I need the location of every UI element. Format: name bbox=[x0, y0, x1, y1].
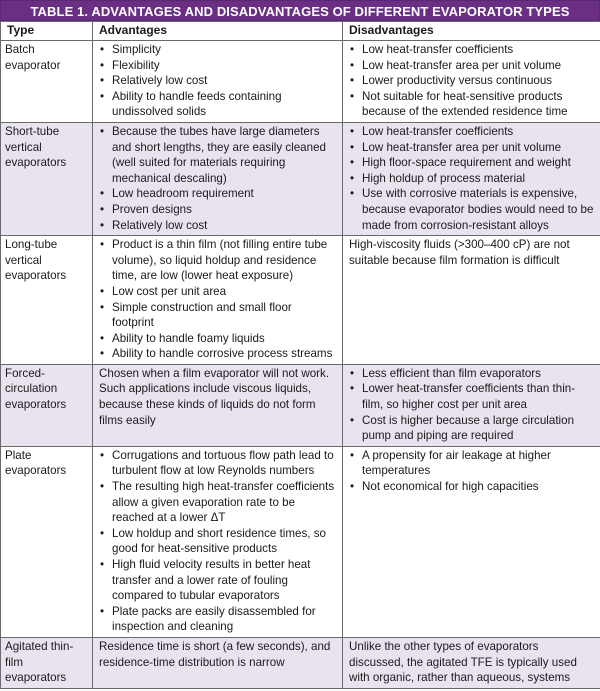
disadvantages-cell bbox=[343, 446, 600, 637]
table-row bbox=[1, 41, 600, 123]
list-item: • Low heat-transfer coefficients bbox=[349, 124, 594, 140]
list-item: • Simple construction and small floor footprint bbox=[99, 300, 336, 331]
list-item: • High holdup of process material bbox=[349, 171, 594, 187]
advantages-cell bbox=[93, 637, 343, 688]
list-item: • Cost is higher because a large circulation pump and piping are required bbox=[349, 413, 594, 444]
advantages-cell bbox=[93, 236, 343, 365]
advantages-cell bbox=[93, 122, 343, 235]
evaporator-table bbox=[0, 21, 600, 689]
type-cell: Agitated thin-film evaporators bbox=[1, 637, 93, 688]
disadvantages-cell-text: High-viscosity fluids (>300–400 cP) are not suitable because film formation is difficult bbox=[349, 238, 570, 267]
list-item: • Ability to handle foamy liquids bbox=[99, 331, 336, 347]
list-item: • Simplicity bbox=[99, 42, 336, 58]
list-item: • Lower productivity versus continuous bbox=[349, 73, 594, 89]
list-item: • Lower heat-transfer coefficients than thin-film, so higher cost per unit area bbox=[349, 381, 594, 412]
advantages-cell-list bbox=[99, 42, 336, 120]
table-row bbox=[1, 637, 600, 688]
table-row bbox=[1, 446, 600, 637]
list-item: • Low heat-transfer area per unit volume bbox=[349, 58, 594, 74]
list-item: • Corrugations and tortuous flow path lead to turbulent flow at low Reynolds numbers bbox=[99, 448, 336, 479]
list-item: • Relatively low cost bbox=[99, 218, 336, 234]
type-cell: Forced-circulation evaporators bbox=[1, 364, 93, 446]
disadvantages-cell bbox=[343, 364, 600, 446]
list-item: • Relatively low cost bbox=[99, 73, 336, 89]
list-item: • A propensity for air leakage at higher temperatures bbox=[349, 448, 594, 479]
list-item: • Low holdup and short residence times, so good for heat-sensitive products bbox=[99, 526, 336, 557]
disadvantages-cell-list bbox=[349, 448, 594, 495]
header-row bbox=[1, 22, 600, 41]
type-cell: Batch evaporator bbox=[1, 41, 93, 123]
disadvantages-cell bbox=[343, 236, 600, 365]
list-item: • The resulting high heat-transfer coefficients allow a given evaporation rate to be reached at a lower ΔT bbox=[99, 479, 336, 526]
disadvantages-cell-text: Unlike the other types of evaporators discussed, the agitated TFE is typically used with organic, rather than aqueous, systems bbox=[349, 639, 577, 685]
list-item: • High floor-space requirement and weight bbox=[349, 155, 594, 171]
table-row bbox=[1, 122, 600, 235]
table-title: TABLE 1. ADVANTAGES AND DISADVANTAGES OF DIFFERENT EVAPORATOR TYPES bbox=[0, 0, 600, 21]
list-item: • Not economical for high capacities bbox=[349, 479, 594, 495]
disadvantages-cell bbox=[343, 122, 600, 235]
disadvantages-cell-list bbox=[349, 366, 594, 444]
list-item: • Ability to handle feeds containing undissolved solids bbox=[99, 89, 336, 120]
advantages-cell-list bbox=[99, 237, 336, 362]
list-item: • Use with corrosive materials is expensive, because evaporator bodies would need to be made from corrosion-resistant alloys bbox=[349, 186, 594, 233]
disadvantages-cell-list bbox=[349, 42, 594, 120]
list-item: • Proven designs bbox=[99, 202, 336, 218]
list-item: • Ability to handle corrosive process streams bbox=[99, 346, 336, 362]
list-item: • Low heat-transfer area per unit volume bbox=[349, 140, 594, 156]
table-row bbox=[1, 236, 600, 365]
list-item: • High fluid velocity results in better heat transfer and a lower rate of fouling compared to tubular evaporators bbox=[99, 557, 336, 604]
list-item: • Not suitable for heat-sensitive products because of the extended residence time bbox=[349, 89, 594, 120]
list-item: • Low headroom requirement bbox=[99, 186, 336, 202]
type-cell: Short-tube vertical evaporators bbox=[1, 122, 93, 235]
advantages-cell bbox=[93, 364, 343, 446]
list-item: • Flexibility bbox=[99, 58, 336, 74]
list-item: • Less efficient than film evaporators bbox=[349, 366, 594, 382]
advantages-cell bbox=[93, 41, 343, 123]
list-item: • Because the tubes have large diameters and short lengths, they are easily cleaned (well suited for materials requiring mechanical descaling) bbox=[99, 124, 336, 186]
advantages-cell-text: Chosen when a film evaporator will not work. Such applications include viscous liquids, because these kinds of liquids do not form films easily bbox=[99, 366, 330, 427]
advantages-cell-list bbox=[99, 124, 336, 233]
advantages-cell bbox=[93, 446, 343, 637]
header-type: Type bbox=[1, 22, 93, 41]
table-row bbox=[1, 364, 600, 446]
list-item: • Low cost per unit area bbox=[99, 284, 336, 300]
disadvantages-cell-list bbox=[349, 124, 594, 233]
disadvantages-cell bbox=[343, 41, 600, 123]
list-item: • Low heat-transfer coefficients bbox=[349, 42, 594, 58]
list-item: • Plate packs are easily disassembled for inspection and cleaning bbox=[99, 604, 336, 635]
header-advantages: Advantages bbox=[93, 22, 343, 41]
advantages-cell-text: Residence time is short (a few seconds), and residence-time distribution is narrow bbox=[99, 639, 331, 669]
list-item: • Product is a thin film (not filling entire tube volume), so liquid holdup and residence time, are low (lower heat exposure) bbox=[99, 237, 336, 284]
advantages-cell-list bbox=[99, 448, 336, 635]
type-cell: Long-tube vertical evaporators bbox=[1, 236, 93, 365]
header-disadvantages: Disadvantages bbox=[343, 22, 600, 41]
disadvantages-cell bbox=[343, 637, 600, 688]
type-cell: Plate evaporators bbox=[1, 446, 93, 637]
